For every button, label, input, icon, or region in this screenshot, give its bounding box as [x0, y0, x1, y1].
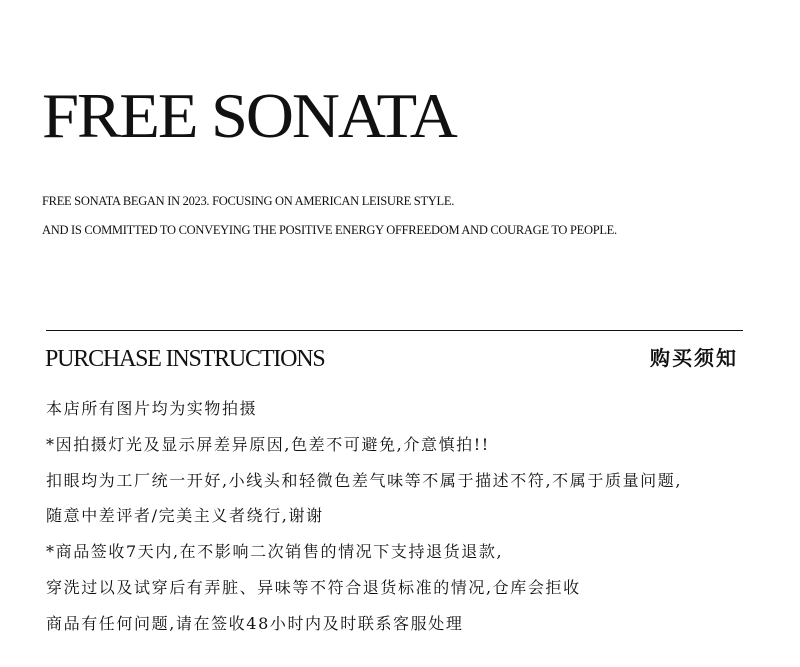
purchase-note: 商品有任何问题,请在签收48小时内及时联系客服处理: [46, 613, 464, 633]
purchase-note: *商品签收7天内,在不影响二次销售的情况下支持退货退款,: [46, 542, 504, 562]
purchase-instructions-title: PURCHASE INSTRUCTIONS: [45, 346, 325, 372]
brand-title: FREE SONATA: [42, 80, 456, 151]
section-divider: [46, 330, 743, 331]
purchase-note: 随意中差评者/完美主义者绕行,谢谢: [46, 506, 324, 526]
purchase-note: 扣眼均为工厂统一开好,小线头和轻微色差气味等不属于描述不符,不属于质量问题,: [46, 470, 683, 490]
brand-tagline-line-2: AND IS COMMITTED TO CONVEYING THE POSITIVE ENERGY OFFREEDOM AND COURAGE TO PEOPLE.: [42, 223, 617, 237]
purchase-note: *因拍摄灯光及显示屏差异原因,色差不可避免,介意慎拍!!: [46, 434, 490, 454]
purchase-notes-list: [46, 395, 756, 646]
purchase-instructions-title-cn: 购买须知: [650, 346, 738, 370]
brand-tagline-line-1: FREE SONATA BEGAN IN 2023. FOCUSING ON AMERICAN LEISURE STYLE.: [42, 194, 455, 208]
purchase-note: 穿洗过以及试穿后有弄脏、异味等不符合退货标准的情况,仓库会拒收: [46, 577, 581, 597]
purchase-note: 本店所有图片均为实物拍摄: [46, 399, 258, 418]
